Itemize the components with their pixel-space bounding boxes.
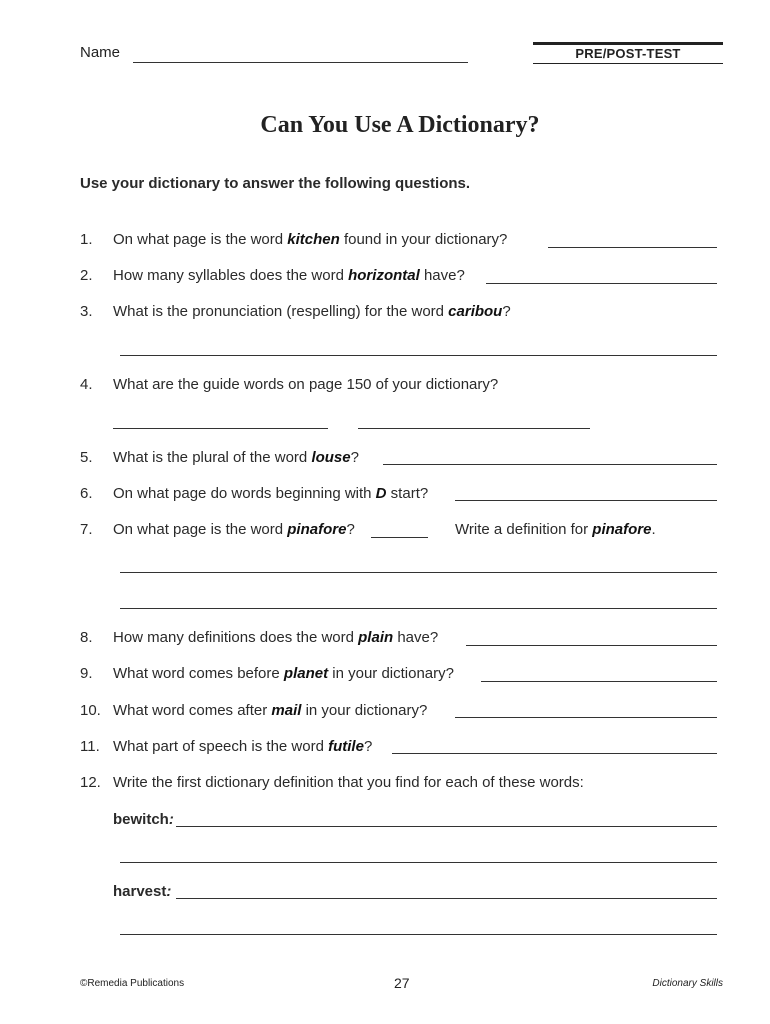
question-number: 9. (80, 665, 93, 682)
answer-line-11[interactable] (392, 753, 717, 754)
word-label: bewitch (113, 811, 169, 828)
footer-series: Dictionary Skills (652, 978, 723, 989)
question-number: 3. (80, 303, 93, 320)
question-text: ? (363, 738, 373, 755)
keyword: futile (328, 738, 364, 755)
question-text: What is the plural of the word (113, 449, 312, 466)
question-number: 1. (80, 231, 93, 248)
question-text: On what page do words beginning with (113, 485, 376, 502)
name-field[interactable] (133, 62, 468, 63)
word-harvest (113, 883, 171, 900)
question-text: How many definitions does the word (113, 629, 359, 646)
instructions: Use your dictionary to answer the following questions. (80, 175, 471, 192)
keyword: pinafore (592, 521, 652, 538)
question-number: 8. (80, 629, 93, 646)
question-number: 2. (80, 267, 93, 284)
answer-line-3[interactable] (120, 355, 717, 356)
keyword: planet (283, 665, 329, 682)
question-text: ? (502, 303, 511, 320)
question-text: What part of speech is the word (113, 738, 329, 755)
question-text: found in your dictionary? (339, 231, 508, 248)
keyword: horizontal (348, 267, 420, 284)
test-badge-label: PRE/POST-TEST (575, 46, 681, 61)
answer-line-2[interactable] (486, 283, 717, 284)
answer-line-9[interactable] (481, 681, 717, 682)
test-badge (533, 42, 723, 64)
answer-line-4a[interactable] (113, 428, 328, 429)
keyword: plain (358, 629, 394, 646)
question-text: On what page is the word (113, 521, 288, 538)
answer-line-7a[interactable] (120, 572, 717, 573)
question-number: 11. (80, 738, 100, 755)
colon: : (166, 883, 172, 900)
word-bewitch (113, 811, 174, 828)
answer-line-1[interactable] (548, 247, 717, 248)
question-text: . (651, 521, 656, 538)
question-text: ? (350, 449, 359, 466)
answer-line-5[interactable] (383, 464, 717, 465)
question-number: 5. (80, 449, 93, 466)
answer-line-bewitch-b[interactable] (120, 862, 717, 863)
keyword: louse (311, 449, 351, 466)
answer-line-8[interactable] (466, 645, 717, 646)
keyword: pinafore (287, 521, 347, 538)
question-text: Write the first dictionary definition that you find for each of these words: (113, 774, 584, 791)
question-text: start? (386, 485, 429, 502)
answer-line-4b[interactable] (358, 428, 590, 429)
question-number: 12. (80, 774, 101, 791)
keyword: D (375, 485, 387, 502)
question-number: 10. (80, 702, 101, 719)
answer-line-10[interactable] (455, 717, 717, 718)
question-text: Write a definition for (455, 521, 593, 538)
answer-line-harvest-a[interactable] (176, 898, 717, 899)
keyword: mail (271, 702, 302, 719)
answer-line-6[interactable] (455, 500, 717, 501)
question-text: What word comes before (113, 665, 284, 682)
page-title: Can You Use A Dictionary? (260, 112, 540, 138)
question-number: 4. (80, 376, 93, 393)
keyword: kitchen (287, 231, 340, 248)
footer-page-number: 27 (394, 975, 410, 991)
question-text: have? (393, 629, 439, 646)
answer-line-7b[interactable] (120, 608, 717, 609)
name-label: Name (80, 44, 121, 61)
answer-line-harvest-b[interactable] (120, 934, 717, 935)
question-number: 7. (80, 521, 93, 538)
colon: : (168, 811, 174, 828)
question-text: in your dictionary? (328, 665, 454, 682)
answer-line-bewitch-a[interactable] (176, 826, 717, 827)
question-text: have? (419, 267, 465, 284)
keyword: caribou (448, 303, 503, 320)
question-text: What are the guide words on page 150 of your dictionary? (113, 376, 499, 393)
word-label: harvest (113, 883, 167, 900)
question-text: What is the pronunciation (respelling) for the word (113, 303, 449, 320)
answer-line-7-page[interactable] (371, 537, 428, 538)
question-text: in your dictionary? (301, 702, 428, 719)
question-text: What word comes after (113, 702, 272, 719)
question-text: ? (346, 521, 355, 538)
question-text: How many syllables does the word (113, 267, 349, 284)
question-text: On what page is the word (113, 231, 288, 248)
question-number: 6. (80, 485, 93, 502)
footer-publisher: ©Remedia Publications (80, 978, 185, 989)
